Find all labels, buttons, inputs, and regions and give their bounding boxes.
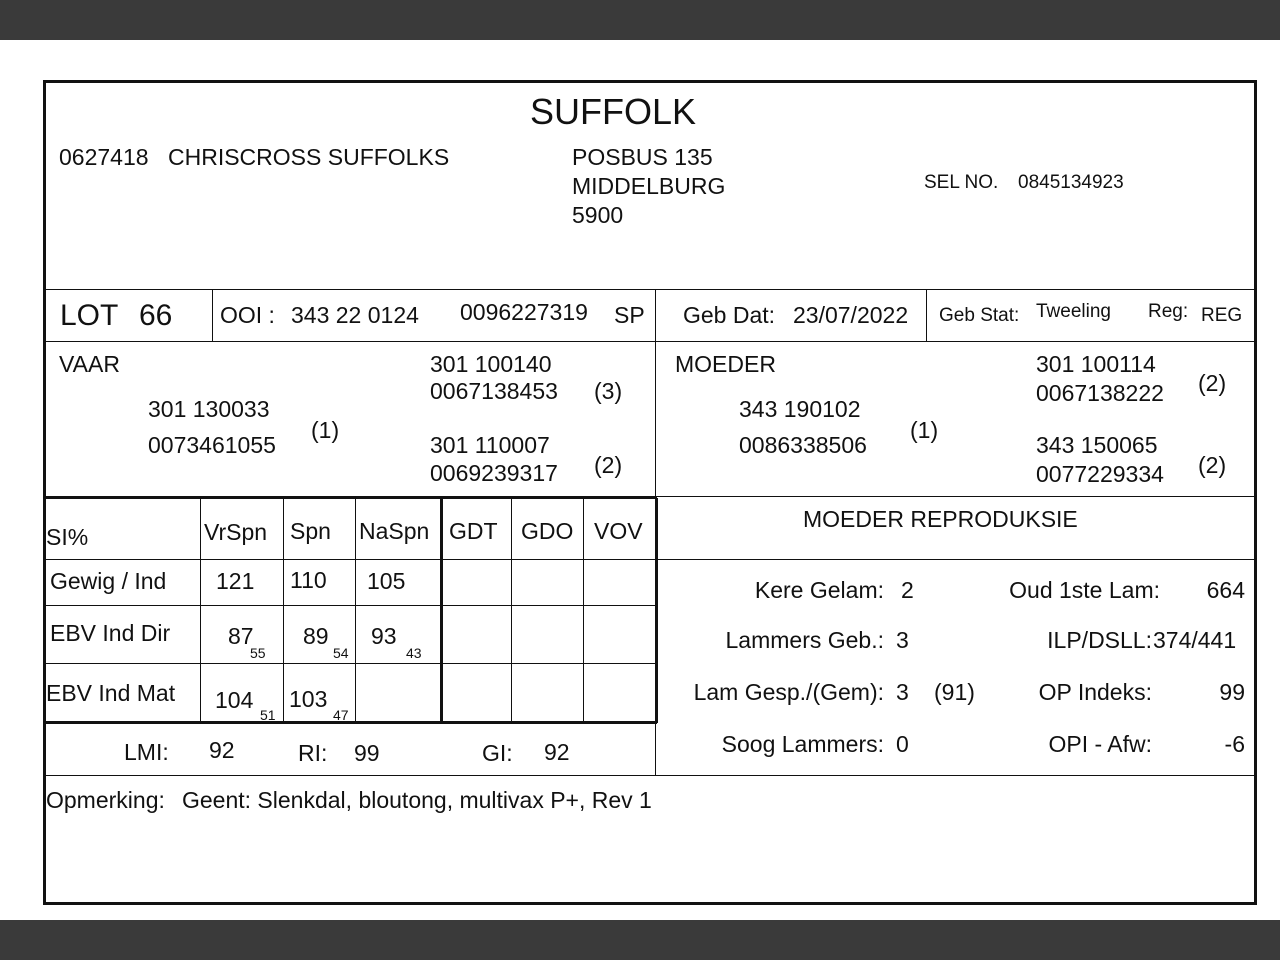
row-label-gewig: Gewig / Ind	[50, 568, 167, 594]
reg-number: 0096227319	[460, 299, 588, 325]
rule-v-c5	[511, 498, 512, 722]
border-left	[43, 80, 46, 905]
si-corner-label: SI%	[46, 524, 89, 550]
rule-row2	[45, 663, 657, 664]
rule-v-birth	[926, 289, 927, 341]
lmi-value: 92	[209, 737, 235, 763]
sire-dam-reg: 0069239317	[430, 460, 558, 486]
ooi-label: OOI :	[220, 302, 275, 328]
ebv-dir-vrspn: 87	[228, 623, 254, 649]
birth-date-label: Geb Dat:	[683, 302, 776, 328]
lammers-value: 3	[896, 627, 909, 653]
lammers-label: Lammers Geb.:	[725, 627, 884, 653]
lot-label: LOT	[60, 299, 119, 332]
gewig-spn: 110	[290, 567, 327, 593]
ebv-dir-naspn: 93	[371, 623, 397, 649]
dam-label: MOEDER	[675, 351, 776, 377]
gewig-vrspn: 121	[216, 568, 255, 594]
rule-pedigree-left	[45, 496, 657, 499]
op-label: OP Indeks:	[1038, 679, 1152, 705]
dam-sire-count: (2)	[1198, 370, 1227, 396]
soog-value: 0	[896, 731, 909, 757]
sire-sire-id: 301 100140	[430, 351, 552, 377]
dam-id: 343 190102	[739, 396, 861, 422]
rule-lot	[45, 341, 1255, 342]
address-line-1: POSBUS 135	[572, 144, 713, 170]
col-header-naspn: NaSpn	[359, 518, 430, 544]
dam-sire-id: 301 100114	[1036, 351, 1156, 377]
rule-v-c7	[655, 498, 658, 723]
reg-status: REG	[1201, 305, 1243, 326]
rule-row1	[45, 605, 657, 606]
rule-indices	[45, 775, 1255, 776]
rule-pedigree-right	[657, 496, 1255, 497]
opi-label: OPI - Afw:	[1048, 731, 1152, 757]
breed-title: SUFFOLK	[530, 91, 697, 132]
gi-label: GI:	[482, 740, 513, 766]
gi-value: 92	[544, 739, 570, 765]
border-bottom	[43, 902, 1257, 905]
op-value: 99	[1219, 679, 1245, 705]
gewig-naspn: 105	[367, 568, 406, 594]
ri-label: RI:	[298, 740, 328, 766]
reg-status-label: Reg:	[1148, 301, 1189, 322]
kere-label: Kere Gelam:	[754, 577, 884, 603]
opi-value: -6	[1224, 731, 1245, 757]
remarks-label: Opmerking:	[46, 787, 165, 813]
col-header-gdo: GDO	[521, 518, 574, 544]
ebv-dir-spn: 89	[303, 623, 329, 649]
ebv-dir-spn-acc: 54	[333, 645, 349, 661]
ebv-mat-vrspn: 104	[215, 687, 254, 713]
remarks-text: Geent: Slenkdal, bloutong, multivax P+, Rev 1	[182, 787, 652, 813]
rule-header	[45, 289, 1255, 290]
sire-id: 301 130033	[148, 396, 270, 422]
kere-value: 2	[901, 577, 914, 603]
sire-dam-count: (2)	[594, 452, 623, 478]
ri-value: 99	[354, 740, 380, 766]
birth-status-label: Geb Stat:	[939, 305, 1020, 326]
border-top	[43, 80, 1257, 83]
border-right	[1254, 80, 1257, 905]
col-header-vrspn: VrSpn	[204, 519, 268, 545]
sire-label: VAAR	[59, 351, 120, 377]
ebv-mat-spn-acc: 47	[333, 707, 349, 723]
sel-number: 0845134923	[1018, 172, 1124, 193]
col-header-spn: Spn	[290, 518, 331, 544]
breeder-name: CHRISCROSS SUFFOLKS	[168, 144, 450, 170]
sire-sire-count: (3)	[594, 378, 623, 404]
ooi-number: 343 22 0124	[291, 302, 419, 328]
rule-v-c3	[355, 498, 356, 722]
birth-status: Tweeling	[1036, 301, 1111, 322]
soog-label: Soog Lammers:	[721, 731, 884, 757]
dam-dam-id: 343 150065	[1036, 432, 1158, 458]
sire-reg: 0073461055	[148, 432, 276, 458]
dam-count: (1)	[910, 417, 939, 443]
sire-count: (1)	[311, 417, 340, 443]
reproduction-title: MOEDER REPRODUKSIE	[803, 506, 1078, 532]
ebv-mat-vrspn-acc: 51	[260, 707, 276, 723]
dam-dam-count: (2)	[1198, 452, 1227, 478]
address-line-2: MIDDELBURG	[572, 173, 726, 199]
oud-value: 664	[1206, 577, 1245, 603]
lot-number: 66	[139, 299, 173, 332]
row-label-ebv-mat: EBV Ind Mat	[46, 680, 176, 706]
gem-value: (91)	[934, 679, 975, 705]
dam-reg: 0086338506	[739, 432, 867, 458]
rule-v-lot	[212, 289, 213, 341]
rule-v-c1	[200, 498, 201, 722]
ebv-dir-vrspn-acc: 55	[250, 645, 266, 661]
gesp-label: Lam Gesp./(Gem):	[693, 679, 884, 705]
sp-label: SP	[614, 302, 645, 328]
address-line-3: 5900	[572, 202, 624, 228]
rule-v-c4	[440, 498, 443, 723]
sel-label: SEL NO.	[924, 172, 999, 193]
rule-si-head	[45, 559, 1255, 560]
gesp-value: 3	[896, 679, 909, 705]
sire-dam-id: 301 110007	[430, 432, 550, 458]
birth-date: 23/07/2022	[793, 302, 909, 328]
row-label-ebv-dir: EBV Ind Dir	[50, 620, 171, 646]
rule-v-c6	[583, 498, 584, 722]
dam-sire-reg: 0067138222	[1036, 380, 1164, 406]
ilp-label: ILP/DSLL:	[1047, 627, 1152, 653]
lmi-label: LMI:	[124, 739, 169, 765]
col-header-vov: VOV	[594, 518, 643, 544]
rule-row3	[45, 721, 657, 724]
sire-sire-reg: 0067138453	[430, 378, 558, 404]
dam-dam-reg: 0077229334	[1036, 461, 1164, 487]
ebv-dir-naspn-acc: 43	[406, 645, 422, 661]
ebv-mat-spn: 103	[289, 686, 328, 712]
breeder-no: 0627418	[59, 144, 149, 170]
ilp-value: 374/441	[1153, 627, 1237, 653]
col-header-gdt: GDT	[449, 518, 498, 544]
rule-v-c2	[283, 498, 284, 722]
oud-label: Oud 1ste Lam:	[1009, 577, 1160, 603]
